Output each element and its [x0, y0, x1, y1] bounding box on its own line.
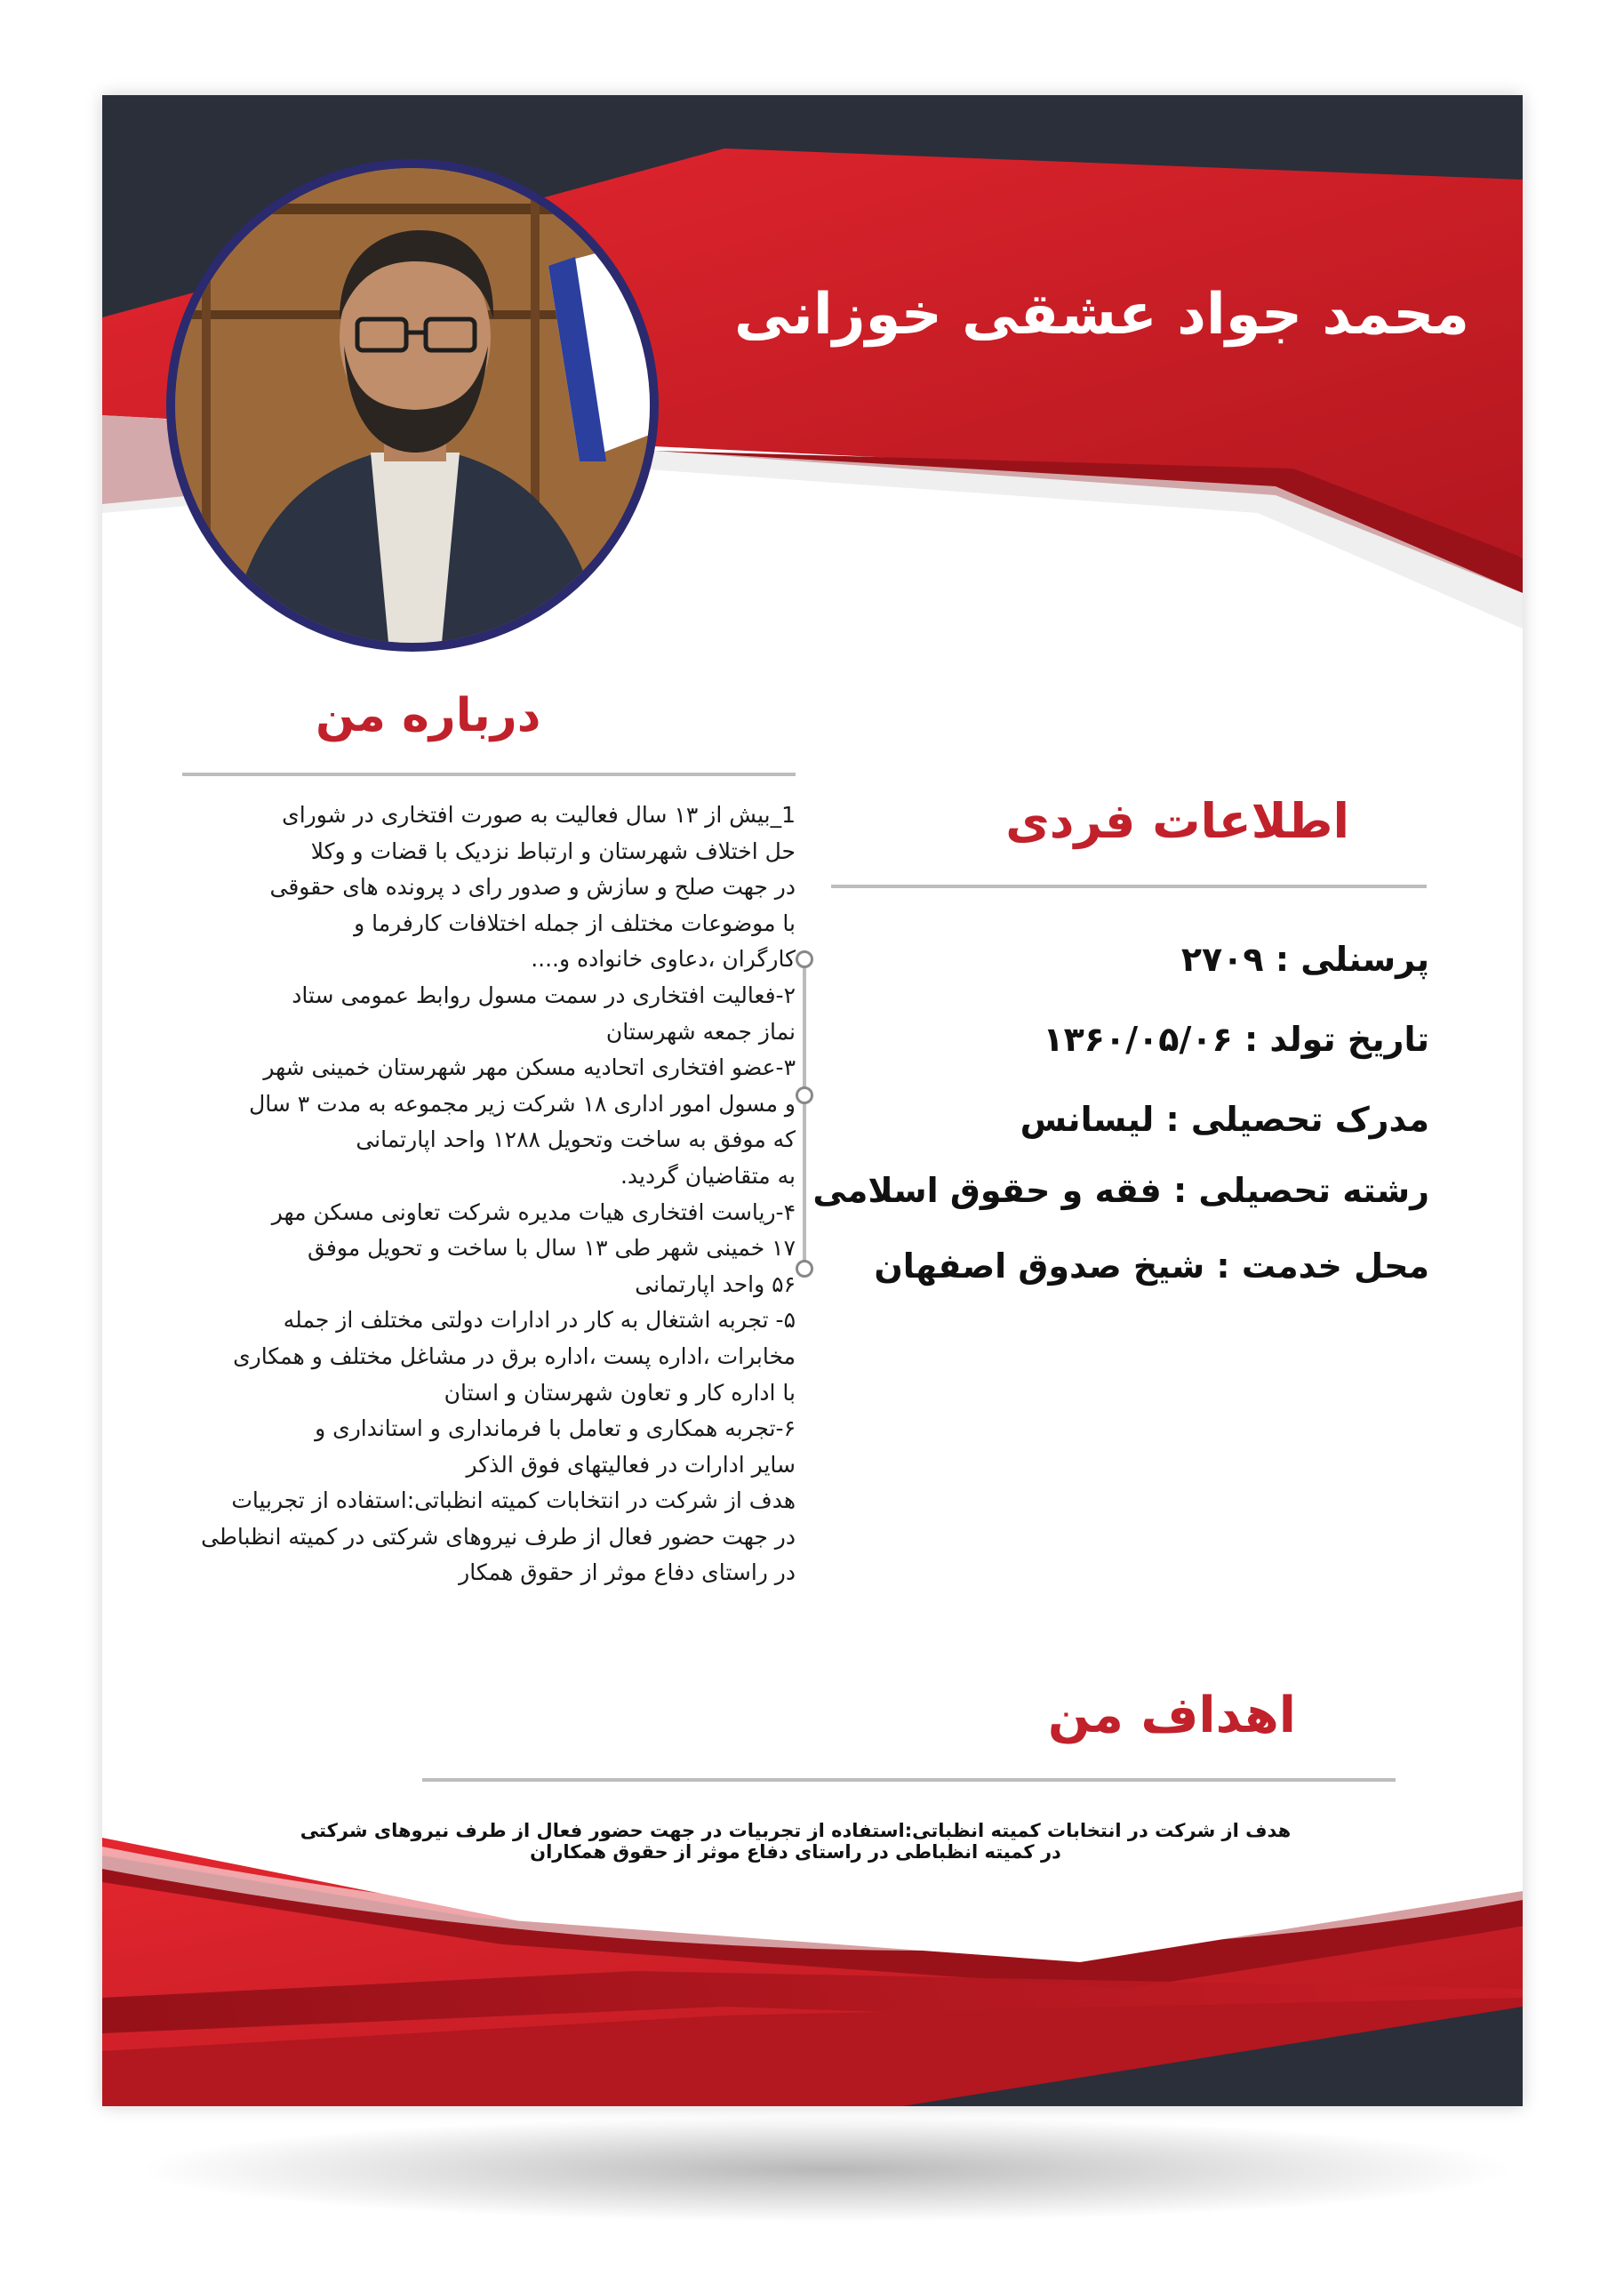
timeline-dot	[796, 1086, 813, 1104]
goals-text: هدف از شرکت در انتخابات کمیته انظباتی:استفاده از تجربیات در جهت حضور فعال از طرف نیروهای شرکتی در کمیته انظباطی در راستای دفاع موثر از حقوق همکاران	[300, 1820, 1292, 1863]
profile-photo-frame	[166, 159, 659, 652]
personal-info-divider	[831, 885, 1427, 888]
resume-sheet	[102, 95, 1523, 2106]
page-shadow	[133, 2116, 1520, 2223]
info-birth-date: تاریخ تولد : ۱۳۶۰/۰۵/۰۶	[1043, 1020, 1429, 1059]
info-personnel-number: پرسنلی : ۲۷۰۹	[1180, 940, 1429, 979]
personal-info-heading: اطلاعات فردی	[1005, 793, 1349, 849]
about-heading: درباره من	[316, 689, 541, 742]
about-divider	[182, 773, 796, 776]
goals-divider	[422, 1778, 1396, 1782]
info-degree: مدرک تحصیلی : لیسانس	[1020, 1100, 1429, 1139]
timeline-dot	[796, 1260, 813, 1278]
timeline-dot	[796, 950, 813, 968]
profile-photo	[175, 168, 650, 643]
timeline-line	[803, 958, 806, 1269]
info-workplace: محل خدمت : شیخ صدوق اصفهان	[874, 1246, 1429, 1286]
person-name: محمد جواد عشقی خوزانی	[734, 282, 1469, 348]
goals-heading: اهداف من	[1047, 1687, 1296, 1744]
info-field-of-study: رشته تحصیلی : فقه و حقوق اسلامی	[812, 1171, 1429, 1210]
about-text: 1_بیش از ۱۳ سال فعالیت به صورت افتخاری در شورای حل اختلاف شهرستان و ارتباط نزدیک با قضات و وکلا در جهت صلح و سازش و صدور رای د پرونده های حقوقی با موضوعات مختلف از جمله اختلافات کارفرما و کارگران ،دعاوی خانواده و.... ۲-فعالیت افتخاری در سمت مسول روابط عمومی ستاد نماز جمعه شهرستان ۳-عضو افتخاری اتحادیه مسکن مهر شهرستان خمینی شهر و مسول امور اداری ۱۸ شرکت زیر مجموعه به مدت ۳ سال که موفق به ساخت وتحویل ۱۲۸۸ واحد اپارتمانی به متقاضیان گردید. ۴-ریاست افتخاری هیات مدیره شرکت تعاونی مسکن مهر ۱۷ خمینی شهر طی ۱۳ سال با ساخت و تحویل موفق ۵۶ واحد اپارتمانی ۵- تجربه اشتغال به کار در ادارات دولتی مختلف از جمله مخابرات ،اداره پست ،اداره برق در مشاغل مختلف و همکاری با اداره کار و تعاون شهرستان و استان ۶-تجربه همکاری و تعامل با فرمانداری و استانداری و سایر ادارات در فعالیتهای فوق الذکر هدف از شرکت در انتخابات کمیته انظباتی:استفاده از تجربیات در جهت حضور فعال از طرف نیروهای شرکتی در کمیته انظباطی در راستای دفاع موثر از حقوق همکار	[201, 802, 796, 1586]
